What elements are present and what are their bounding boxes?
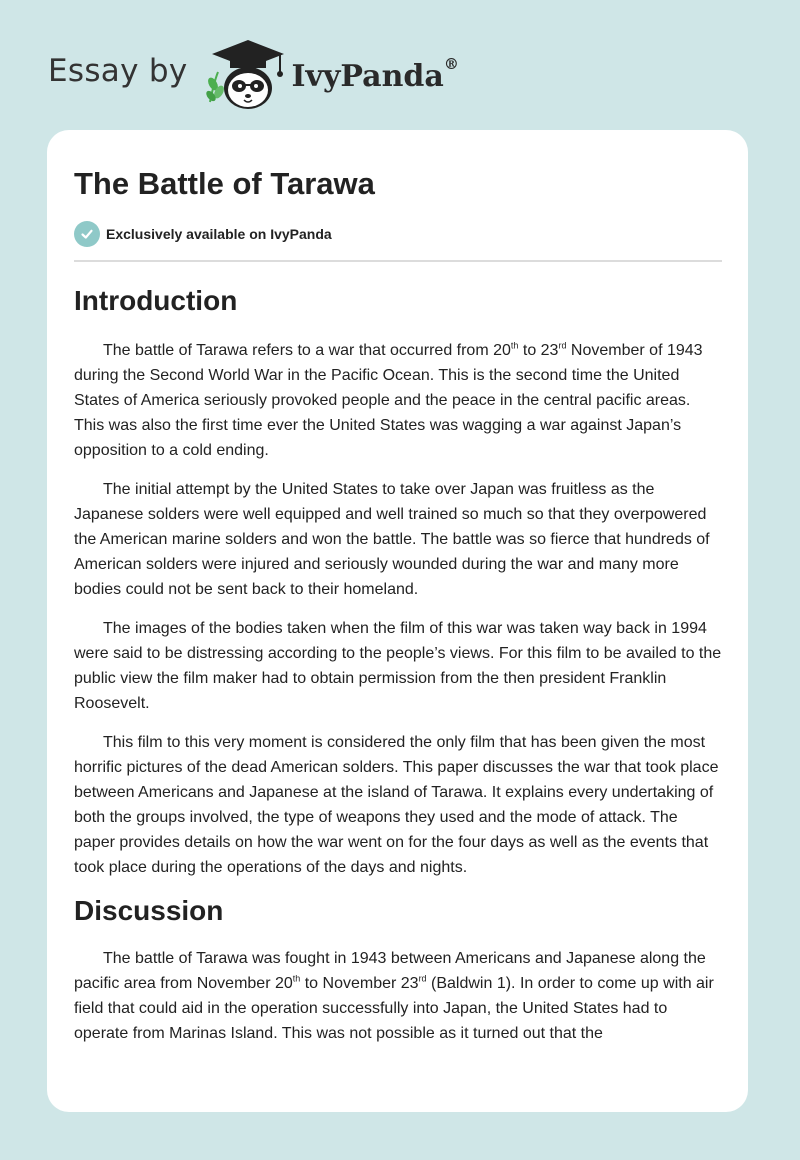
section-heading-introduction: Introduction: [74, 285, 238, 316]
article-card: [47, 130, 748, 1112]
paragraph: The initial attempt by the United States to take over Japan was fruitless as the Japanese solders were well equipped and well trained so much so that they overpowered the American marine solders and won the battle. The battle was so fierce that hundreds of American solders were injured and seriously wounded during the war and many more bodies could not be sent back to their homeland.: [74, 481, 710, 598]
exclusive-badge: [74, 220, 722, 248]
section-heading-discussion: Discussion: [74, 895, 224, 926]
divider: [74, 260, 722, 262]
brand-name[interactable]: IvyPanda®: [291, 54, 459, 94]
paragraph: The battle of Tarawa refers to a war that occurred from 20th to 23rd November of 1943 during the Second World War in the Pacific Ocean. This is the second time the United States of America seriously provoked people and the peace in the central pacific areas. This was also the first time ever the United States was wagging a war against Japan’s opposition to a cold ending.: [74, 340, 703, 459]
check-circle-icon: [74, 221, 100, 247]
registered-mark: ®: [443, 54, 459, 73]
paragraph: The images of the bodies taken when the film of this war was taken way back in 1994 were said to be distressing according to the people’s views. For this film to be availed to the public view the film maker had to obtain permission from the then president Franklin Roosevelt.: [74, 620, 722, 712]
page-title: The Battle of Tarawa: [74, 166, 375, 201]
badge-label: Exclusively available on IvyPanda: [106, 226, 332, 242]
paragraph: This film to this very moment is considered the only film that has been given the most horrific pictures of the dead American solders. This paper discusses the war that took place between Americans and Japanese at the island of Tarawa. It explains every undertaking of both the groups involved, the type of weapons they used and the mode of attack. The paper provides details on how the war went on for the four days as well as the events that took place during the operations of the days and nights.: [74, 734, 719, 876]
essay-by-label: Essay by: [48, 53, 188, 89]
paragraph: The battle of Tarawa was fought in 1943 between Americans and Japanese along the pacific area from November 20th to November 23rd (Baldwin 1). In order to come up with air field that could aid in the operation successfully into Japan, the United States had to operate from Marinas Island. This was not possible as it turned out that the: [74, 950, 714, 1042]
site-header: [48, 34, 459, 114]
panda-graduate-icon[interactable]: [200, 36, 288, 112]
